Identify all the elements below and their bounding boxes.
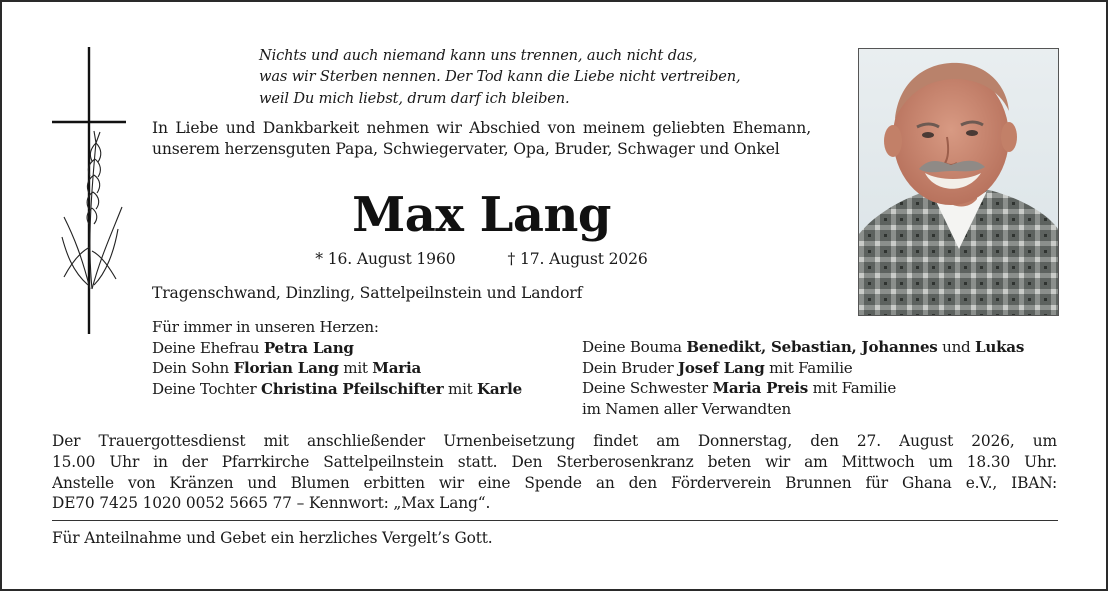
service-line: DE70 7425 1020 0052 5665 77 – Kennwort: „Max Lang“. xyxy=(52,494,491,513)
mourner-entry: Deine Ehefrau Petra Lang xyxy=(152,338,354,357)
quote-line: Nichts und auch niemand kann uns trennen, auch nicht das, xyxy=(259,47,698,64)
quote-line: was wir Sterben nennen. Der Tod kann die Liebe nicht vertreiben, xyxy=(259,68,741,86)
mourner-entry: Deine Schwester Maria Preis mit Familie xyxy=(582,379,897,397)
mourners-right xyxy=(582,337,1062,419)
mourner-entry: Deine Tochter Christina Pfeilschifter mit Karle xyxy=(152,379,522,398)
mourners-heading: Für immer in unseren Herzen: xyxy=(152,318,379,336)
service-line: Anstelle von Kränzen und Blumen erbitten wir eine Spende an den Förderverein Brunnen für Ghana e.V., IBAN: xyxy=(52,473,1057,492)
memorial-quote xyxy=(259,45,829,109)
funeral-service-info xyxy=(52,431,1057,514)
quote-line: weil Du mich liebst, drum darf ich bleiben. xyxy=(259,89,570,107)
birth-date: * 16. August 1960 xyxy=(315,250,456,268)
portrait-photo xyxy=(858,48,1059,316)
thanks-line: Für Anteilnahme und Gebet ein herzliches Vergelt’s Gott. xyxy=(52,529,493,547)
mourner-entry: Dein Bruder Josef Lang mit Familie xyxy=(582,358,853,377)
death-date: † 17. August 2026 xyxy=(507,250,648,268)
mourner-entry: im Namen aller Verwandten xyxy=(582,399,791,418)
service-line: Der Trauergottesdienst mit anschließender Urnenbeisetzung findet am Donnerstag, den 27. August 2026, um xyxy=(52,432,1057,450)
intro-text: In Liebe und Dankbarkeit nehmen wir Abschied von meinem geliebten Ehemann, unserem herzensguten Papa, Schwiegervater, Opa, Bruder, Schwager und Onkel xyxy=(152,119,811,158)
cross-with-wheat-icon xyxy=(52,47,126,334)
mourners-left xyxy=(152,317,582,399)
places-line: Tragenschwand, Dinzling, Sattelpeilnstein und Landorf xyxy=(152,284,583,302)
deceased-name: Max Lang xyxy=(352,187,611,243)
divider xyxy=(52,520,1058,521)
mourner-entry: Dein Sohn Florian Lang mit Maria xyxy=(152,359,421,377)
mourner-entry: Deine Bouma Benedikt, Sebastian, Johannes und Lukas xyxy=(582,338,1025,356)
service-line: 15.00 Uhr in der Pfarrkirche Sattelpeilnstein statt. Den Sterberosenkranz beten wir am Mittwoch um 18.30 Uhr. xyxy=(52,452,1057,471)
life-dates xyxy=(152,249,811,269)
